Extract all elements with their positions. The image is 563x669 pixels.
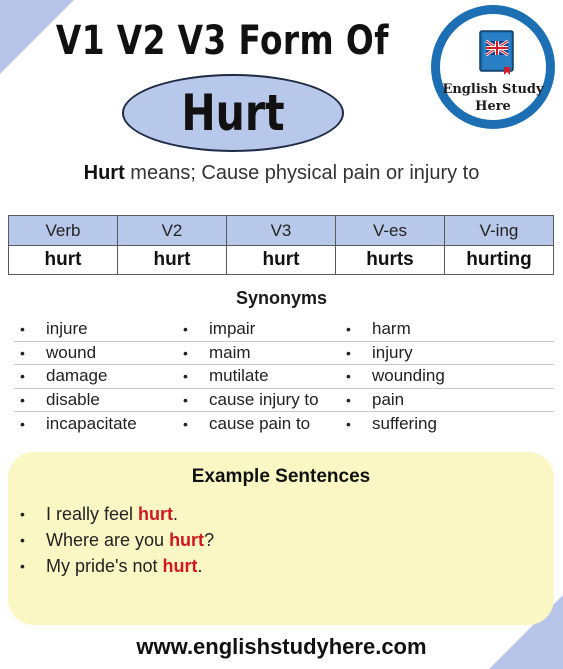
synonym-row: [14, 389, 554, 413]
bullet-icon: •: [183, 368, 188, 385]
forms-header-cell: V2: [118, 216, 227, 246]
synonym-item: [340, 318, 554, 341]
example-text-after: .: [197, 555, 203, 576]
synonym-text: harm: [372, 319, 411, 339]
forms-header-cell: V-es: [336, 216, 445, 246]
bullet-icon: •: [183, 392, 188, 409]
forms-value-cell: hurt: [227, 246, 336, 275]
synonym-text: disable: [46, 390, 100, 410]
synonyms-grid: [14, 318, 554, 436]
verb-forms-table: [8, 215, 554, 275]
example-sentence: [18, 527, 214, 553]
forms-value-cell: hurts: [336, 246, 445, 275]
synonyms-title: Synonyms: [235, 288, 328, 308]
forms-value-cell: hurt: [9, 246, 118, 275]
bullet-icon: •: [346, 416, 351, 433]
bullet-icon: •: [346, 321, 351, 338]
logo-line-1: English Study: [442, 82, 544, 97]
bullet-icon: •: [20, 368, 25, 385]
bullet-icon: •: [346, 368, 351, 385]
bullet-icon: •: [183, 344, 188, 361]
page-title: V1 V2 V3 Form Of: [55, 18, 389, 64]
bullet-icon: •: [20, 506, 25, 522]
example-sentences-box: [8, 452, 554, 625]
example-text-before: Where are you: [46, 529, 170, 550]
example-text-after: .: [173, 503, 179, 524]
logo-inner-circle: [438, 12, 548, 122]
example-sentence: [18, 553, 214, 579]
synonym-item: [14, 318, 177, 341]
bullet-icon: •: [20, 321, 25, 338]
examples-title: Example Sentences: [191, 466, 371, 487]
synonym-text: wound: [46, 342, 97, 362]
synonym-text: incapacitate: [46, 414, 137, 434]
synonym-item: [177, 412, 340, 436]
synonym-row: [14, 412, 554, 436]
example-highlight: hurt: [169, 529, 205, 550]
logo-line-2: Here: [475, 99, 511, 114]
synonym-row: [14, 318, 554, 342]
synonym-text: injure: [46, 319, 88, 339]
example-text-after: ?: [204, 529, 215, 550]
example-highlight: hurt: [138, 503, 174, 524]
meaning-line: [0, 162, 563, 185]
synonym-text: maim: [209, 342, 251, 362]
example-highlight: hurt: [162, 555, 198, 576]
synonym-item: [177, 389, 340, 412]
synonym-item: [14, 365, 177, 388]
example-text-before: I really feel: [46, 503, 139, 524]
bullet-icon: •: [346, 344, 351, 361]
synonym-text: mutilate: [209, 366, 269, 386]
forms-value-row: [9, 246, 554, 275]
synonym-text: suffering: [372, 414, 437, 434]
synonym-item: [340, 342, 554, 365]
forms-value-cell: hurt: [118, 246, 227, 275]
forms-header-cell: Verb: [9, 216, 118, 246]
synonym-item: [340, 389, 554, 412]
meaning-word: Hurt: [83, 162, 125, 184]
synonym-text: injury: [372, 342, 413, 362]
bullet-icon: •: [20, 416, 25, 433]
synonym-text: cause injury to: [209, 390, 319, 410]
forms-header-cell: V3: [227, 216, 336, 246]
synonym-text: cause pain to: [209, 414, 311, 434]
book-flag-icon: [477, 29, 517, 75]
synonym-text: pain: [372, 390, 405, 410]
forms-header-cell: V-ing: [445, 216, 554, 246]
synonym-item: [340, 365, 554, 388]
forms-header-row: [9, 216, 554, 246]
synonym-item: [340, 412, 554, 436]
synonym-row: [14, 365, 554, 389]
site-logo: [431, 5, 555, 129]
bullet-icon: •: [346, 392, 351, 409]
synonym-text: damage: [46, 366, 108, 386]
synonym-item: [177, 365, 340, 388]
bullet-icon: •: [20, 392, 25, 409]
example-text-before: My pride's not: [46, 555, 163, 576]
bullet-icon: •: [183, 416, 188, 433]
examples-list: [18, 501, 214, 579]
logo-text: [440, 81, 546, 115]
synonym-item: [177, 318, 340, 341]
forms-value-cell: hurting: [445, 246, 554, 275]
synonym-item: [14, 342, 177, 365]
synonym-text: wounding: [372, 366, 445, 386]
site-url-link[interactable]: www.englishstudyhere.com: [136, 634, 427, 659]
synonym-item: [14, 389, 177, 412]
bullet-icon: •: [183, 321, 188, 338]
synonym-row: [14, 342, 554, 366]
example-sentence: [18, 501, 214, 527]
bullet-icon: •: [20, 558, 25, 574]
synonym-item: [14, 412, 177, 436]
bullet-icon: •: [20, 532, 25, 548]
meaning-text: means; Cause physical pain or injury to: [124, 162, 480, 184]
synonym-text: impair: [209, 319, 256, 339]
verb-oval: [122, 74, 344, 152]
synonym-item: [177, 342, 340, 365]
bullet-icon: •: [20, 344, 25, 361]
verb-heading: Hurt: [181, 84, 285, 142]
